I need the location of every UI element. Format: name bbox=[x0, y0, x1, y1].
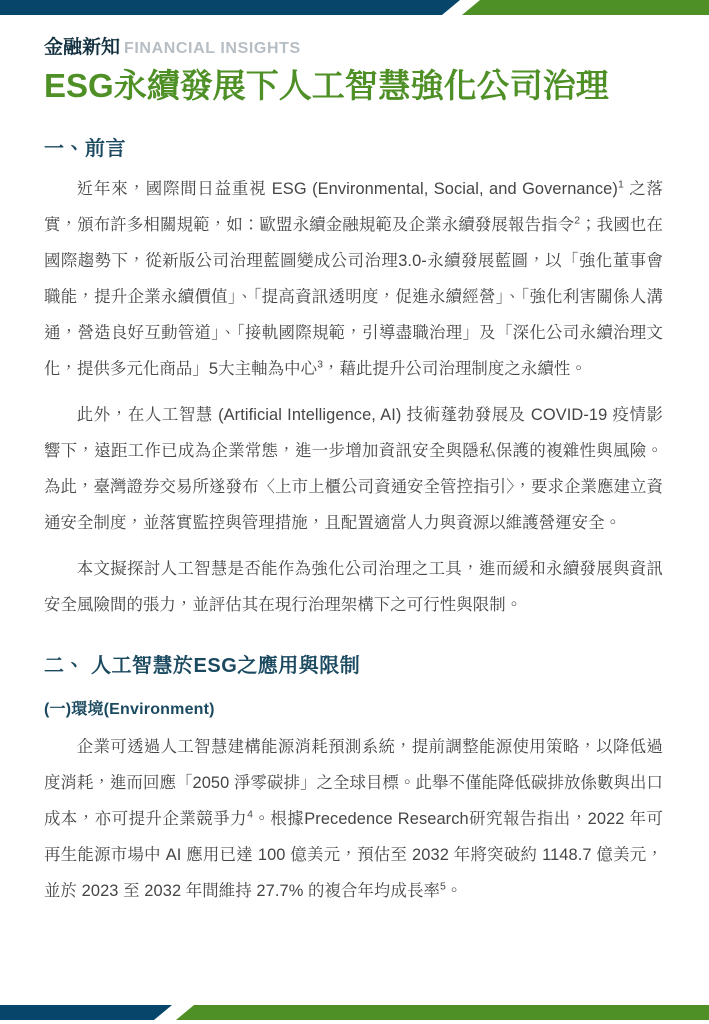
paragraph-2-1 bbox=[44, 729, 663, 909]
paragraph-1-1-part-a: 近年來，國際間日益重視 ESG (Environmental, Social, and Governance) bbox=[76, 179, 618, 198]
section-heading-1: 一、前言 bbox=[44, 137, 126, 160]
paragraph-2-1-part-a: 企業可透過人工智慧建構能源消耗預測系統，提前調整能源使用策略，以降低過度消耗，進而回應「2050 淨零碳排」之全球目標。此舉不僅能降低碳排放係數與出口成本，亦可提升企業競爭力 bbox=[44, 737, 663, 828]
footnote-marker-3: 3 bbox=[317, 359, 324, 371]
footnote-marker-2: 2 bbox=[574, 215, 581, 227]
bottom-banner-green-band bbox=[176, 1005, 709, 1020]
paragraph-1-2: 此外，在人工智慧 (Artificial Intelligence, AI) 技術蓬勃發展及 COVID-19 疫情影響下，遠距工作已成為企業常態，進一步增加資訊安全與隱私保護的複雜性與風險。為此，臺灣證券交易所遂發布〈上市上櫃公司資通安全管控指引〉，要求企業應建立資通安全制度，並落實監控與管理措施，且配置適當人力與資源以維護營運安全。 bbox=[44, 405, 663, 532]
kicker-chinese-label: 金融新知 bbox=[44, 37, 121, 58]
subsection-heading-environment: (一)環境(Environment) bbox=[44, 700, 215, 718]
footnote-marker-1: 1 bbox=[617, 179, 624, 191]
paragraph-2-1-part-c: 。 bbox=[445, 881, 463, 900]
paragraph-1-3: 本文擬探討人工智慧是否能作為強化公司治理之工具，進而緩和永續發展與資訊安全風險間的張力，並評估其在現行治理架構下之可行性與限制。 bbox=[44, 559, 663, 614]
page-title: ESG永續發展下人工智慧強化公司治理 bbox=[44, 67, 609, 104]
kicker-english-label: FINANCIAL INSIGHTS bbox=[124, 40, 301, 57]
footnote-marker-4: 4 bbox=[247, 809, 254, 821]
paragraph-1-1 bbox=[44, 171, 663, 387]
footnote-marker-5: 5 bbox=[439, 881, 446, 893]
paragraph-1-1-part-b: 之落實，頒布許多相關規範，如：歐盟永續金融規範及企業永續發展報告指令 bbox=[44, 179, 663, 234]
bottom-banner-navy-band bbox=[0, 1005, 172, 1020]
paragraph-2-1-part-b: 。根據Precedence Research研究報告指出，2022 年可再生能源市場中 AI 應用已達 100 億美元，預估至 2032 年將突破約 1148.7 億美元，並於 2023 至 2032 年間維持 27.7% 的複合年均成長率 bbox=[44, 809, 664, 900]
paragraph-1-1-part-c: ；我國也在國際趨勢下，從新版公司治理藍圖變成公司治理3.0-永續發展藍圖，以「強化董事會職能，提升企業永續價值」、「提高資訊透明度，促進永續經營」、「強化利害關係人溝通，營造良好互動管道」、「接軌國際規範，引導盡職治理」及「深化公司永續治理文化，提供多元化商品」5大主軸為中心 bbox=[44, 215, 663, 378]
bottom-banner bbox=[0, 1005, 709, 1020]
paragraph-1-1-part-d: ，藉此提升公司治理制度之永續性。 bbox=[323, 359, 587, 378]
section-heading-2: 二、 人工智慧於ESG之應用與限制 bbox=[44, 654, 361, 677]
kicker bbox=[44, 38, 663, 57]
